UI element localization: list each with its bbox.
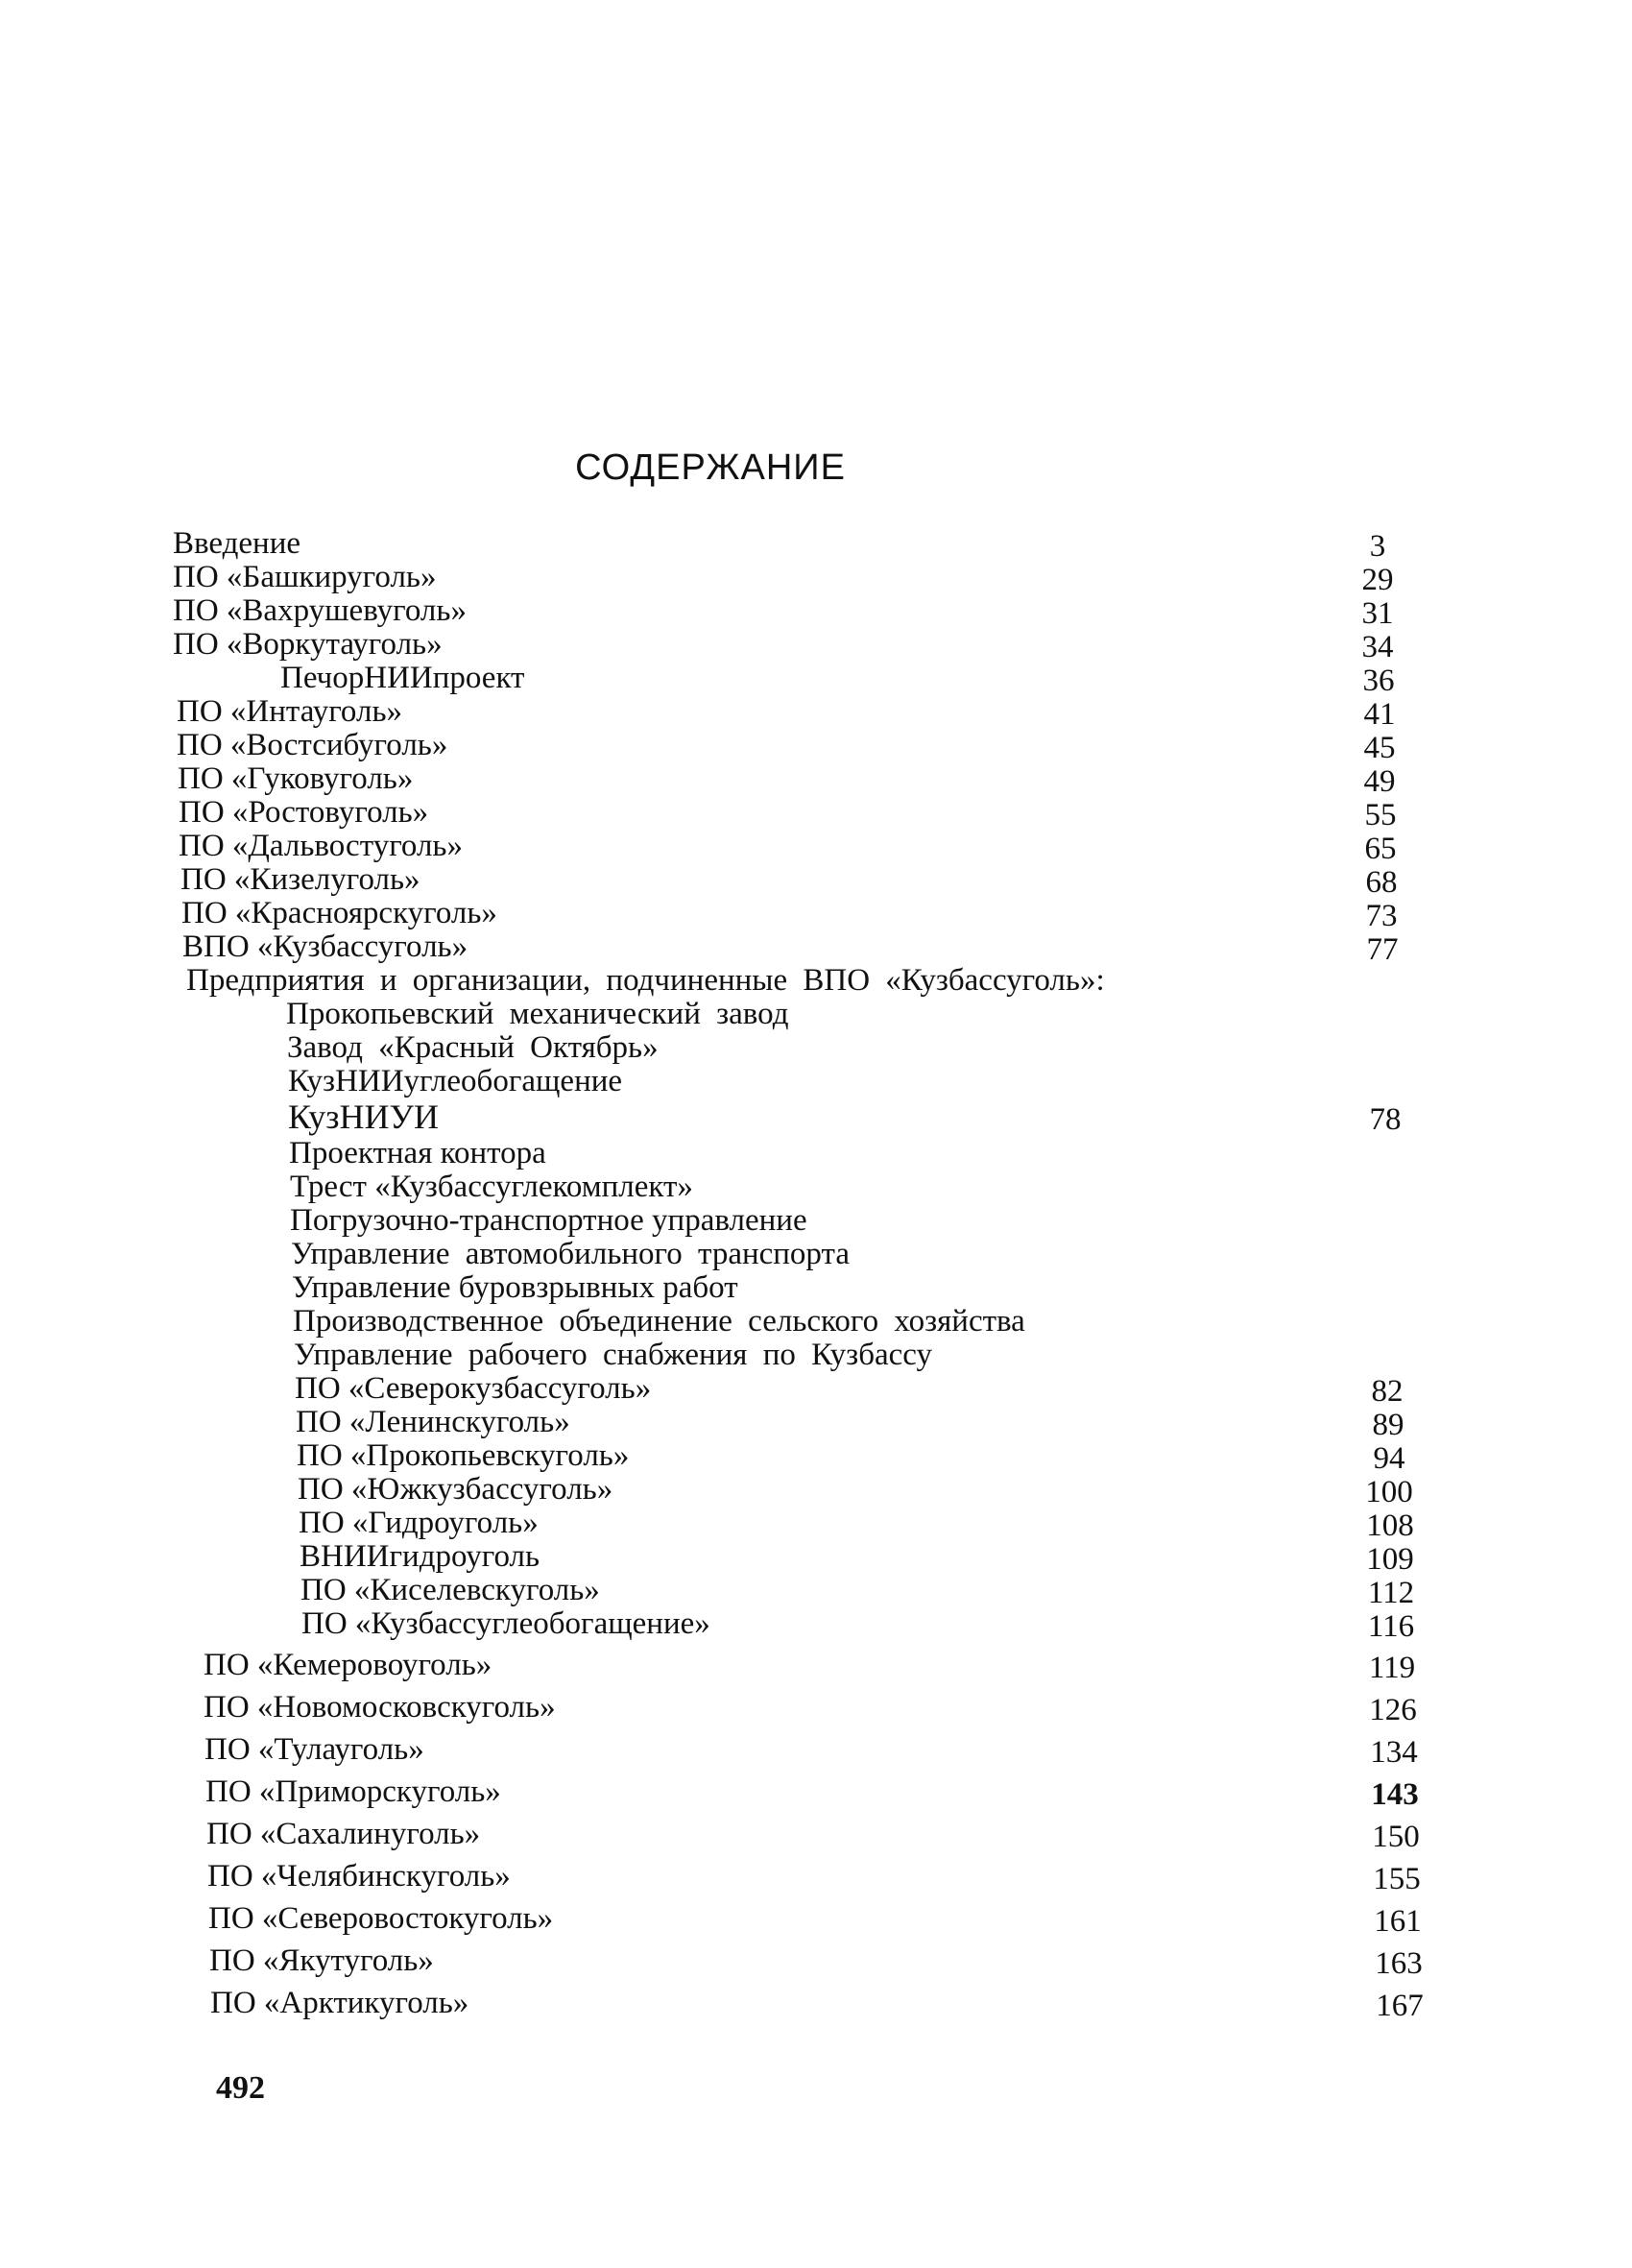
toc-entry-label: ПО «Воркутауголь» [173, 627, 443, 662]
toc-entry-label: ПО «Ростовуголь» [179, 795, 429, 830]
toc-entry-page: 109 [1366, 1542, 1414, 1577]
toc-entry-page: 41 [1363, 697, 1396, 732]
toc-entry-label: КузНИУИ [288, 1098, 440, 1136]
toc-entry-label: Прокопьевский механический завод [286, 997, 789, 1031]
toc-entry-label: Управление буровзрывных работ [292, 1270, 738, 1305]
toc-entry-label: Управление рабочего снабжения по Кузбассу [294, 1338, 932, 1372]
toc-section-heading: Предприятия и организации, подчиненные ВПО «Кузбассуголь»: [186, 963, 1105, 998]
toc-entry-label: Проектная контора [289, 1136, 546, 1170]
toc-entry-page: 49 [1363, 764, 1396, 799]
toc-entry-page: 134 [1370, 1735, 1418, 1770]
toc-entry-label: ПО «Южкузбассуголь» [298, 1472, 613, 1507]
toc-entry-page: 65 [1364, 832, 1397, 866]
toc-entry-label: Трест «Кузбассуглекомплект» [290, 1170, 693, 1204]
toc-entry-label: ПечорНИИпроект [280, 661, 525, 695]
toc-entry-label: Завод «Красный Октябрь» [287, 1030, 659, 1065]
toc-entry-label: ВПО «Кузбассуголь» [182, 929, 468, 964]
toc-entry-page: 36 [1362, 664, 1395, 698]
toc-entry-label: ПО «Тулауголь» [204, 1732, 424, 1767]
toc-entry-label: ПО «Якутуголь» [209, 1943, 434, 1978]
toc-entry-label: ВНИИгидроуголь [300, 1539, 540, 1574]
toc-entry-page: 167 [1376, 1989, 1424, 2023]
toc-entry-label: ПО «Востсибуголь» [177, 728, 448, 762]
toc-entry-page: 55 [1364, 798, 1397, 832]
toc-entry-page: 45 [1363, 731, 1396, 765]
toc-entry-label: Погрузочно-транспортное управление [290, 1203, 807, 1238]
toc-entry-page: 126 [1369, 1693, 1417, 1727]
page-number: 492 [216, 2070, 265, 2106]
toc-entry-page: 119 [1368, 1651, 1416, 1685]
toc-entry-label: ПО «Северокузбассуголь» [295, 1371, 652, 1406]
toc-entry-label: ПО «Кизелуголь» [180, 862, 420, 897]
toc-entry-page: 108 [1366, 1508, 1414, 1543]
toc-entry-page: 112 [1367, 1576, 1415, 1610]
toc-entry-label: ПО «Северовостокуголь» [208, 1901, 554, 1936]
toc-entry-page: 3 [1369, 529, 1386, 564]
toc-entry-page: 29 [1361, 563, 1394, 597]
toc-entry-label: Производственное объединение сельского хозяйства [293, 1304, 1025, 1339]
toc-entry-label: ПО «Башкируголь» [173, 560, 437, 594]
toc-entry-label: КузНИИуглеобогащение [288, 1064, 623, 1098]
toc-entry-page: 94 [1373, 1441, 1405, 1476]
toc-entry-page: 116 [1367, 1609, 1415, 1644]
toc-entry-page: 73 [1365, 899, 1398, 933]
toc-entry-label: ПО «Челябинскуголь» [207, 1859, 511, 1894]
toc-entry-label: ПО «Кемеровоуголь» [204, 1648, 492, 1682]
toc-entry-label: ПО «Новомосковскуголь» [204, 1690, 556, 1725]
toc-entry-page: 77 [1366, 932, 1399, 967]
toc-entry-page: 89 [1372, 1408, 1404, 1442]
toc-entry-label: ПО «Гуковуголь» [178, 761, 414, 796]
toc-entry-page: 155 [1373, 1862, 1421, 1896]
toc-entry-page: 161 [1374, 1904, 1422, 1939]
toc-entry-page: 150 [1372, 1820, 1420, 1854]
toc-entry-label: ПО «Прокопьевскуголь» [297, 1438, 630, 1473]
toc-entry-label: Управление автомобильного транспорта [291, 1237, 850, 1271]
toc-entry-label: ПО «Интауголь» [177, 694, 402, 729]
toc-entry-page: 163 [1375, 1946, 1423, 1981]
toc-entry-label: ПО «Ленинскуголь» [296, 1405, 570, 1439]
toc-entry-label: ПО «Вахрушевуголь» [173, 593, 467, 628]
toc-entry-page: 34 [1361, 630, 1394, 664]
toc-entry-page: 100 [1365, 1475, 1413, 1509]
toc-entry-page: 82 [1371, 1374, 1404, 1409]
toc-entry-label: ПО «Красноярскуголь» [181, 896, 497, 930]
toc-entry-label: ПО «Киселевскуголь» [300, 1573, 600, 1607]
toc-entry-page: 78 [1369, 1102, 1402, 1137]
toc-entry-label: ПО «Гидроуголь» [299, 1506, 539, 1540]
toc-entry-page: 31 [1361, 596, 1394, 631]
toc-entry-page: 68 [1365, 865, 1398, 900]
toc-entry-label: ПО «Дальвостуголь» [179, 829, 463, 863]
toc-entry-label: ПО «Арктикуголь» [210, 1986, 469, 2020]
toc-entry-label: ПО «Сахалинуголь» [206, 1817, 481, 1851]
toc-entry-label: Введение [173, 526, 301, 561]
toc-entry-page: 143 [1371, 1777, 1419, 1812]
toc-entry-label: ПО «Кузбассуглеобогащение» [301, 1606, 710, 1641]
toc-entry-label: ПО «Приморскуголь» [205, 1774, 501, 1809]
page-title: СОДЕРЖАНИЕ [575, 447, 846, 488]
